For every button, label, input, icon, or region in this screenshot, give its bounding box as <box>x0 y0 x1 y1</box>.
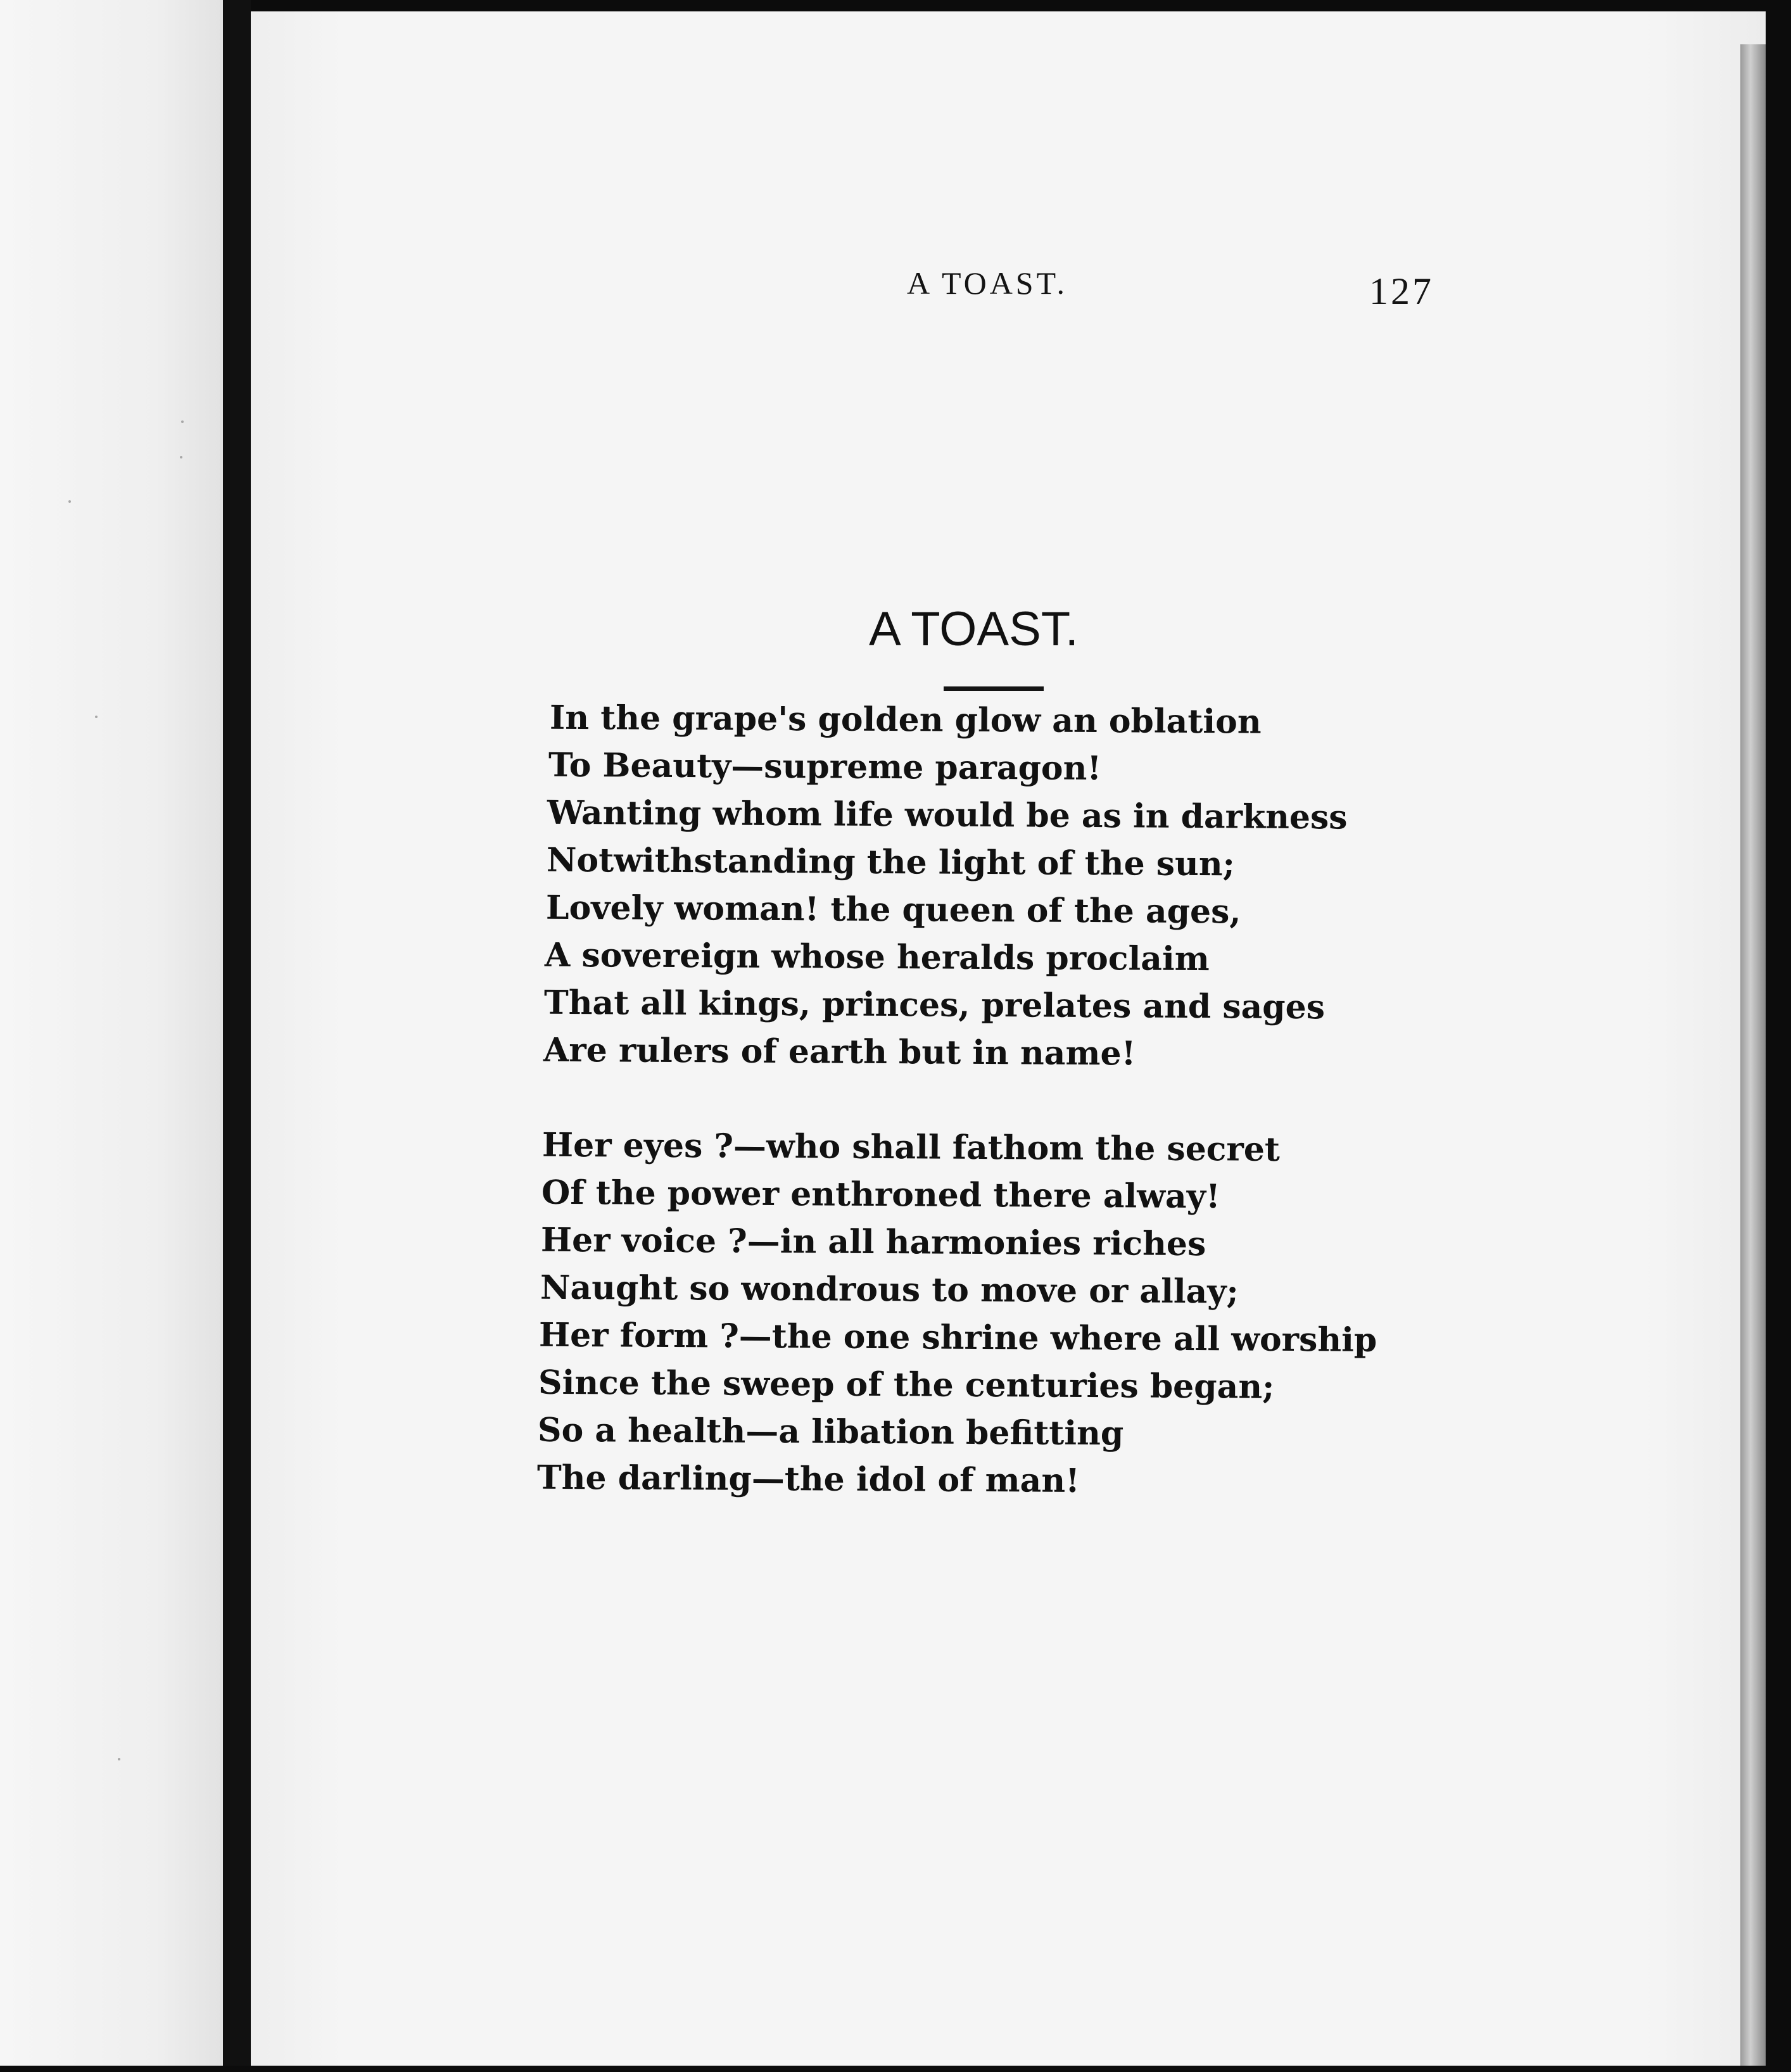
poem-line: Her voice ?—in all harmonies riches <box>540 1220 1206 1264</box>
title-rule <box>944 686 1044 691</box>
poem-line: Notwithstanding the light of the sun; <box>546 840 1236 884</box>
running-head: A TOAST. <box>907 265 1068 301</box>
page-edge <box>1740 44 1766 2066</box>
paper-speck <box>95 716 98 718</box>
paper-speck <box>68 500 71 503</box>
poem-line: Naught so wondrous to move or allay; <box>540 1268 1239 1311</box>
poem-line: Her form ?—the one shrine where all worship <box>538 1315 1377 1360</box>
poem-line: Since the sweep of the centuries began; <box>538 1363 1275 1406</box>
poem-line: Are rulers of earth but in name! <box>543 1030 1136 1073</box>
poem-title: A TOAST. <box>869 602 1079 656</box>
left-page <box>0 0 223 2066</box>
paper-speck <box>181 420 184 423</box>
poem-line: That all kings, princes, prelates and sages <box>543 983 1326 1027</box>
stanza-2 <box>536 1124 1430 1504</box>
poem-line: The darling—the idol of man! <box>536 1458 1080 1500</box>
poem-body <box>536 697 1430 1504</box>
gutter-shadow <box>223 0 251 2066</box>
stanza-1 <box>543 697 1430 1077</box>
poem-line: Her eyes ?—who shall fathom the secret <box>541 1125 1281 1169</box>
poem-line: Lovely woman! the queen of the ages, <box>545 888 1241 932</box>
paper-speck <box>180 456 182 458</box>
poem-line: So a health—a libation befitting <box>537 1410 1124 1453</box>
poem-line: To Beauty—supreme paragon! <box>548 745 1102 788</box>
poem-line: Wanting whom life would be as in darkness <box>547 793 1348 837</box>
paper-speck <box>118 1758 120 1760</box>
page-number: 127 <box>1369 270 1434 312</box>
poem-line: A sovereign whose heralds proclaim <box>544 935 1210 979</box>
scan-border <box>0 2066 1791 2072</box>
poem-line: Of the power enthroned there alway! <box>541 1173 1220 1216</box>
poem-line: In the grape's golden glow an oblation <box>549 698 1262 742</box>
